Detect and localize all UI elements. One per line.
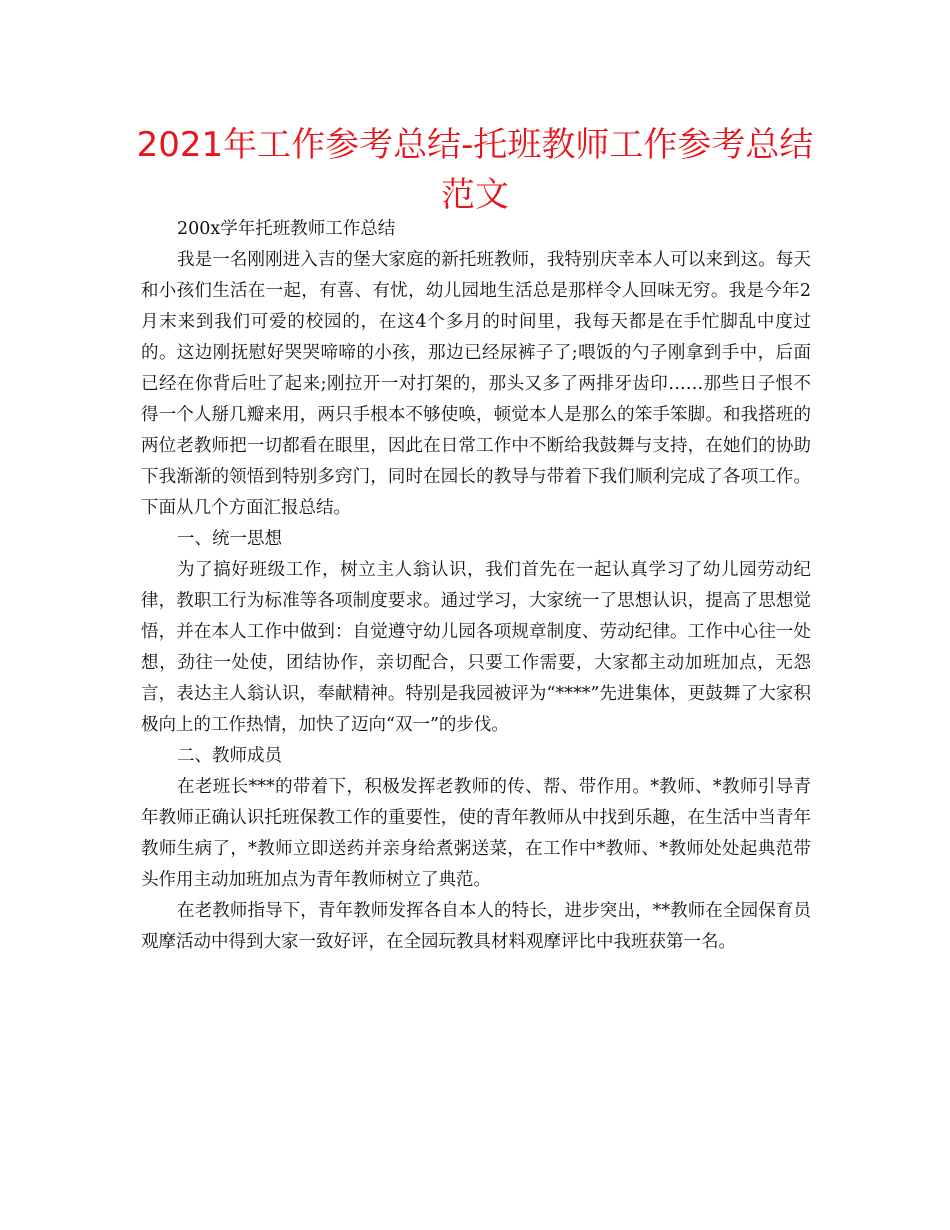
section-heading-2: 二、教师成员	[177, 746, 282, 766]
intro-paragraph: 我是一名刚刚进入吉的堡大家庭的新托班教师，我特别庆幸本人可以来到这。每天和小孩们生活在一起，有喜、有忧，幼儿园地生活总是那样令人回味无穷。我是今年2月末来到我们可爱的校园的，在这4个多月的时间里，我每天都是在手忙脚乱中度过的。这边刚抚慰好哭哭啼啼的小孩，那边已经尿裤子了;喂饭的勺子刚拿到手中，后面已经在你背后吐了起来;刚拉开一对打架的，那头又多了两排牙齿印……那些日子恨不得一个人掰几瓣来用，两只手根本不够使唤，顿觉本人是那么的笨手笨脚。和我搭班的两位老教师把一切都看在眼里，因此在日常工作中不断给我鼓舞与支持，在她们的协助下我渐渐的领悟到特别多窍门，同时在园长的教导与带着下我们顺利完成了各项工作。下面从几个方面汇报总结。	[141, 250, 811, 518]
section-2-paragraph-2: 在老教师指导下，青年教师发挥各自本人的特长，进步突出，**教师在全园保育员观摩活动中得到大家一致好评，在全园玩教具材料观摩评比中我班获第一名。	[141, 901, 811, 952]
document-title: 2021年工作参考总结-托班教师工作参考总结范文	[136, 125, 814, 215]
document-body	[141, 214, 811, 958]
section-2-paragraph-1: 在老班长***的带着下，积极发挥老教师的传、帮、带作用。*教师、*教师引导青年教师正确认识托班保教工作的重要性，使的青年教师从中找到乐趣，在生活中当青年教师生病了，*教师立即送药并亲身给煮粥送菜，在工作中*教师、*教师处处起典范带头作用主动加班加点为青年教师树立了典范。	[141, 777, 811, 890]
subtitle-paragraph: 200x学年托班教师工作总结	[177, 219, 396, 239]
section-1-paragraph: 为了搞好班级工作，树立主人翁认识，我们首先在一起认真学习了幼儿园劳动纪律，教职工行为标准等各项制度要求。通过学习，大家统一了思想认识，提高了思想觉悟，并在本人工作中做到：自觉遵守幼儿园各项规章制度、劳动纪律。工作中心往一处想，劲往一处使，团结协作，亲切配合，只要工作需要，大家都主动加班加点，无怨言，表达主人翁认识，奉献精神。特别是我园被评为“****”先进集体，更鼓舞了大家积极向上的工作热情，加快了迈向“双一”的步伐。	[141, 560, 811, 735]
section-heading-1: 一、统一思想	[177, 529, 282, 549]
